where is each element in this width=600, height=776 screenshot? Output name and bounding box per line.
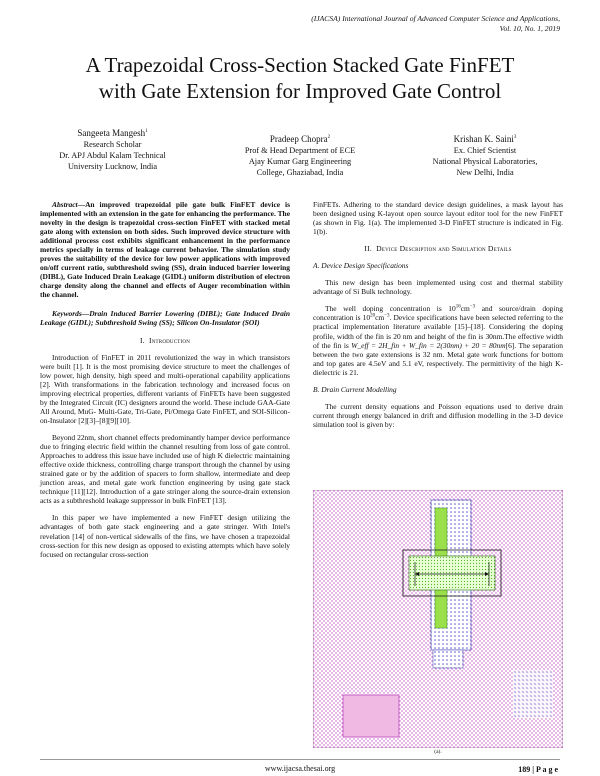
journal-line-1: (IJACSA) International Journal of Advanced Computer Science and Applications,	[311, 14, 560, 23]
abstract-text: —An improved trapezoidal pile gate bulk FinFET device is implemented with an extension in the gate for enhancing the performance. The novelty in the design is trapezoidal cross-section FinFET with stacked metal gate along with extension on both sides. Such improved device structure with additional process cost exhibits significant enhancement in the performance metrics specially in terms of leakage current behavior. The simulation study proves the suitability of the device for low power applications with improved on/off current ratio, subthreshold swing (SS), drain induced barrier lowering (DIBL), Gate Induced Drain Leakage (GIDL) uniform distribution of electron charge density along the channel and effects of Auger recombination within the channel.	[40, 200, 290, 300]
body-paragraph: FinFETs. Adhering to the standard device design guidelines, a mask layout has been designed using K-layout open source layout editor tool for the new FinFET (as shown in Fig. 1(a). The implemented 3-D FinFET structure is indicated in Fig. 1(b).	[313, 200, 563, 237]
body-paragraph: Beyond 22nm, short channel effects predominantly hamper device performance due to fringing electric field within the channel resulting from loss of gate control. Approaches to address this issue have included use of high K dielectric maintaining effective oxide thickness, controlling charge transport through the channel by using strained gate or by the addition of spacers to form shallow, intermediate and deep junction areas, and metal gate work function engineering by using gate stack technique [11][12]. Introduction of a gate stringer along the source-drain extension acts as a subthreshold leakage suppressor in bulk FinFET [13].	[40, 433, 290, 506]
page-number: 189 | P a g e	[518, 765, 558, 774]
author-block-2	[215, 134, 385, 178]
abstract	[40, 200, 290, 300]
body-paragraph: In this paper we have implemented a new FinFET design utilizing the advantages of both gate stack engineering and a gate stringer. With Intel's revelation [14] of non-vertical sidewalls of the fins, we have chosen a trapezoidal cross-section for this new design as opposed to existing attempts which have solely focused on rectangular cross-section	[40, 513, 290, 559]
left-column	[40, 200, 290, 567]
author-name: Sangeeta Mangesh$^1$	[77, 128, 148, 138]
keywords-label: Keywords	[52, 308, 82, 318]
footer-divider	[40, 759, 560, 760]
author-affiliation-line: Research Scholar	[83, 140, 142, 149]
footer-url: www.ijacsa.thesai.org	[264, 764, 336, 773]
keywords	[40, 309, 290, 327]
author-affiliation-line: Ex. Chief Scientist	[453, 146, 517, 155]
section-heading-device: II. Device Description and Simulation Details	[364, 244, 512, 254]
body-paragraph-doping: The well doping concentration is $10^{16}cm^{-3}$ and source/drain doping concentration is $10^{20}cm^{-3}$. Device specifications have been selected referring to the practical implementation literature available [15]–[18]. Considering the doping profile, width of the fin is 20 nm and height of the fin is 30nm.The effective width of the fin is W_eff = 2H_fin + W_fin = 2(30nm) + 20 = 80nm[6]. The separation between the two gate extensions is 32 nm. Metal gate work functions for bottom and top gates are 4.5eV and 5.1 eV, respectively. The permittivity of the high K-dielectric is 21.	[313, 304, 563, 377]
title-line-2: with Gate Extension for Improved Gate Control	[98, 79, 502, 103]
formula-effective-width-value: 2(30nm) + 20 = 80nm	[436, 340, 506, 350]
body-paragraph: Introduction of FinFET in 2011 revolutionized the way in which transistors were built [1]. It is the most promising device structure to meet the challenges of low power, high density, high speed and multi-operational capability applications [2]. With transformations in the fabrication technology and increased focus on improving electrical properties, different variants of FinFETs have been suggested by the Integrated Circuit (IC) designers around the world. These include GAA-Gate All Around, MuG- Multi-Gate, Tri-Gate, Pi/Omega Gate FinFET, and SOI-Silicon-on-Insulator [2][3]–[8][9][10].	[40, 352, 290, 425]
subsection-heading-a: A. Device Design Specifications	[313, 261, 409, 271]
journal-header	[311, 14, 560, 33]
author-name: Pradeep Chopra$^2$	[269, 134, 331, 144]
author-affiliation-line: National Physical Laboratories,	[432, 157, 538, 166]
author-block-1	[30, 128, 195, 172]
journal-line-2: Vol. 10, No. 1, 2019	[499, 23, 560, 33]
body-paragraph: This new design has been implemented using cost and thermal stability advantage of Si Bulk technology.	[313, 278, 563, 297]
section-heading-introduction: I. Introduction	[139, 335, 191, 345]
mask-layout-figure	[313, 490, 563, 748]
paper-title	[30, 52, 570, 104]
right-column	[313, 200, 563, 437]
author-block-3	[400, 134, 570, 178]
subsection-heading-b: B. Drain Current Modelling	[313, 384, 397, 394]
author-affiliation-line: Dr. APJ Abdul Kalam Technical	[59, 151, 166, 160]
author-affiliation-line: Prof & Head Department of ECE	[244, 146, 356, 155]
contact-pad-left	[343, 695, 399, 737]
abstract-label: Abstract	[52, 200, 78, 209]
gate-contact	[433, 650, 463, 668]
figure-caption: (a).	[434, 749, 442, 755]
title-line-1: A Trapezoidal Cross-Section Stacked Gate FinFET	[85, 53, 515, 77]
author-affiliation-line: University Lucknow, India	[67, 162, 158, 171]
author-affiliation-line: New Delhi, India	[456, 168, 514, 177]
author-affiliation-line: Ajay Kumar Garg Engineering	[248, 157, 352, 166]
keywords-text: —Drain Induced Barrier Lowering (DIBL); Gate Induced Drain Leakage (GIDL); Subthreshold Swing (SS); Silicon On-Insulator (SOI)	[40, 308, 290, 327]
contact-pad-right	[513, 670, 553, 718]
author-name: Krishan K. Saini$^3$	[453, 134, 517, 144]
body-paragraph: The current density equations and Poisson equations used to derive drain current through energy balanced in drift and diffusion modelling in the 3-D device simulation tool is given by:	[313, 401, 563, 429]
active-region	[409, 556, 495, 590]
author-affiliation-line: College, Ghaziabad, India	[256, 168, 344, 177]
formula-effective-width: W_eff = 2H_fin + W_fin =	[351, 340, 435, 350]
